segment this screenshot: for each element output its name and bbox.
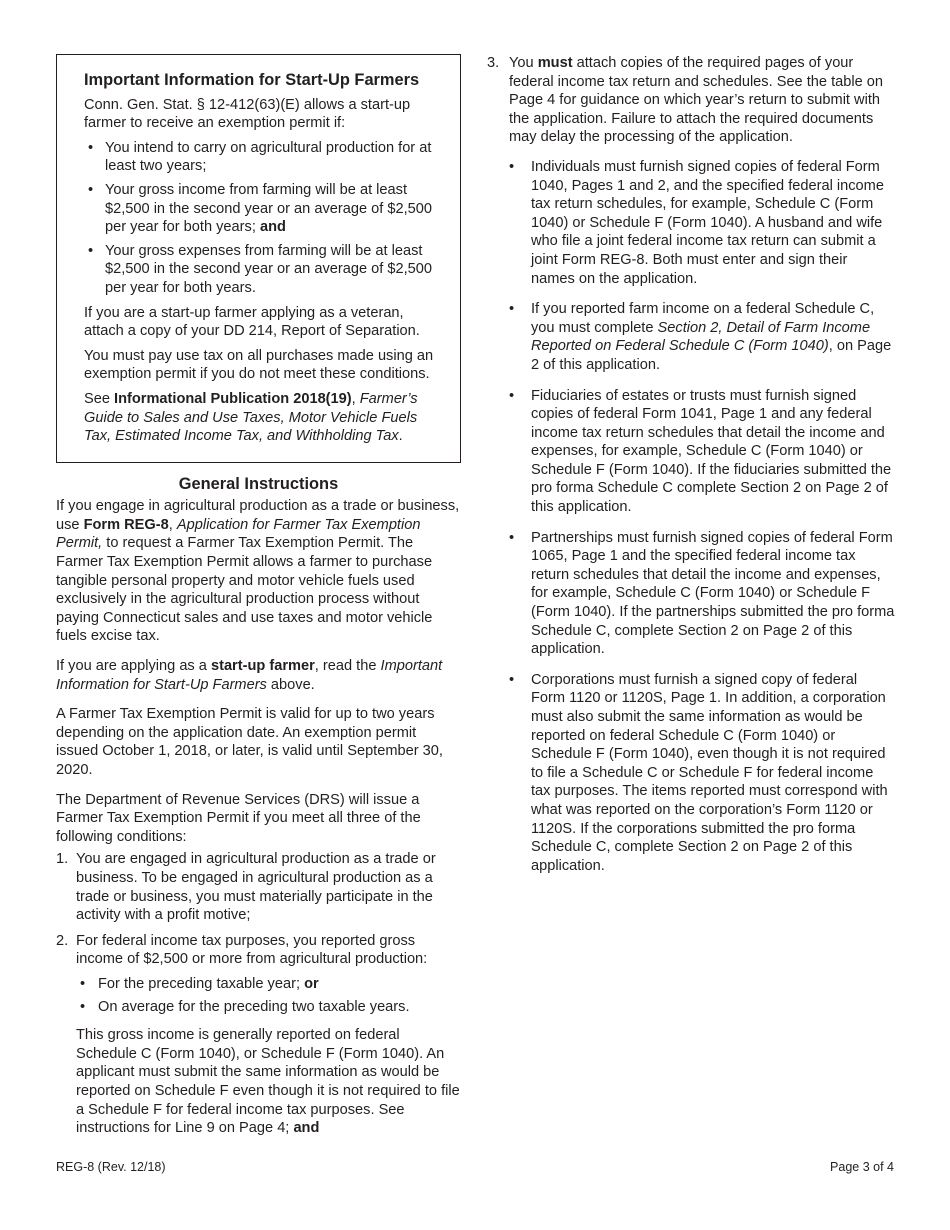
condition-item: • You intend to carry on agricultural production for at least two years; <box>84 139 439 176</box>
box-title: Important Information for Start-Up Farmers <box>84 71 420 89</box>
form-id-footer: REG-8 (Rev. 12/18) <box>56 1160 166 1174</box>
conditions-list-continued <box>487 54 895 875</box>
start-up-conditions-list <box>84 139 439 298</box>
sub-item: • For the preceding taxable year; or <box>76 975 461 994</box>
use-tax-note: You must pay use tax on all purchases made using an exemption permit if you do not meet these conditions. <box>84 347 434 383</box>
general-paragraph: If you engage in agricultural production as a trade or business, use Form REG-8, Application for Farmer Tax Exemption Permit, to request a Farmer Tax Exemption Permit. The Farmer Tax Exemption Permit allows a farmer to purchase tangible personal property and motor vehicle fuels used exclusively in the agricultural production process without paying Connecticut sales and use taxes and motor vehicle fuels excise tax. <box>56 498 460 645</box>
condition-1: 1. You are engaged in agricultural production as a trade or business. To be engaged in agricultural production as a trade or business, you must materially participate in the activity with a profit motive; <box>56 851 436 924</box>
document-requirement-item: • Partnerships must furnish signed copies of federal Form 1065, Page 1 and the specified federal income tax return schedules that detail the income and expenses, for example, Schedule C (Form 1040) or Schedule F (Form 1040). If the partnerships submitted the pro forma Schedule C, complete Section 2 on Page 2 of this application. <box>509 529 895 659</box>
sub-item: • On average for the preceding two taxable years. <box>76 998 461 1017</box>
left-column <box>56 54 461 1145</box>
start-up-farmers-box <box>56 54 461 463</box>
conditions-list <box>56 850 461 1137</box>
veteran-note: If you are a start-up farmer applying as a veteran, attach a copy of your DD 214, Report of Separation. <box>84 304 420 340</box>
document-requirement-item: • Individuals must furnish signed copies of federal Form 1040, Pages 1 and 2, and the specified federal income tax return schedules, for example, Schedule C (Form 1040) or Schedule F (Form 1040). A husband and wife who file a joint federal income tax return can submit a joint Form REG-8. Both must enter and sign their names on the application. <box>509 158 895 288</box>
general-paragraph: If you are applying as a start-up farmer, read the Important Information for Start-Up Farmers above. <box>56 658 443 693</box>
condition-2: 2. For federal income tax purposes, you reported gross income of $2,500 or more from agricultural production: • For the preceding taxable year; or • On average for the preceding two taxable years. This gross income is generally reported on federal Schedule C (Form 1040), or Schedule F (Form 1040). An applicant must submit the same information as would be reported on Schedule F even though it is not required to file a Schedule F for federal income tax purposes. See instructions for Line 9 on Page 4; and <box>56 932 461 1138</box>
general-paragraph: A Farmer Tax Exemption Permit is valid for up to two years depending on the application date. An exemption permit issued October 1, 2018, or later, is valid until September 30, 2020. <box>56 706 443 778</box>
document-requirement-item: • Corporations must furnish a signed copy of federal Form 1120 or 1120S, Page 1. In addition, a corporation must also submit the same information as would be reported on federal Schedule C (Form 1040) or Schedule F (Form 1040), even though it is not required to file a Schedule C or Schedule F for federal income tax purposes. The items reported must correspond with what was reported on the corporation’s Form 1120 or 1120S. If the corporations submitted the pro forma Schedule C, complete Section 2 on Page 2 of this application. <box>509 671 895 876</box>
box-intro: Conn. Gen. Stat. § 12-412(63)(E) allows a start-up farmer to receive an exemption permit if: <box>84 96 411 132</box>
condition-item: • Your gross income from farming will be at least $2,500 in the second year or an average of $2,500 per year for both years; and <box>84 181 439 237</box>
condition-item: • Your gross expenses from farming will be at least $2,500 in the second year or an average of $2,500 per year for both years. <box>84 242 439 298</box>
document-requirement-item: • If you reported farm income on a federal Schedule C, you must complete Section 2, Detail of Farm Income Reported on Federal Schedule C (Form 1040), on Page 2 of this application. <box>509 300 895 374</box>
page-number-footer: Page 3 of 4 <box>830 1160 894 1174</box>
right-column <box>487 54 895 887</box>
required-documents-list <box>509 158 895 875</box>
condition-2-sublist <box>76 975 461 1016</box>
general-instructions-heading: General Instructions <box>178 474 339 493</box>
condition-3: 3. You must attach copies of the required pages of your federal income tax return and schedules. See the table on Page 4 for guidance on which year’s return to submit with the application. Failure to attach the required documents may delay the processing of the application. • Individuals must furnish signed copies of federal Form 1040, Pages 1 and 2, and the specified federal income tax return schedules, for example, Schedule C (Form 1040) or Schedule F (Form 1040). A husband and wife who file a joint federal income tax return can submit a joint Form REG-8. Both must enter and sign their names on the application. • If you reported farm income on a federal Schedule C, you must complete Section 2, Detail of Farm Income Reported on Federal Schedule C (Form 1040), on Page 2 of this application. • Fiduciaries of estates or trusts must furnish signed copies of federal Form 1041, Page 1 and any federal income tax return schedules that detail the income and expenses, for example, Schedule C (Form 1040) or Schedule F (Form 1040). If the fiduciaries submitted the pro forma Schedule C complete Section 2 on Page 2 of this application. • Partnerships must furnish signed copies of federal Form 1065, Page 1 and the specified federal income tax return schedules that detail the income and expenses, for example, Schedule C (Form 1040) or Schedule F (Form 1040). If the partnerships submitted the pro forma Schedule C, complete Section 2 on Page 2 of this application. • Corporations must furnish a signed copy of federal Form 1120 or 1120S, Page 1. In addition, a corporation must also submit the same information as would be reported on federal Schedule C (Form 1040) or Schedule F (Form 1040), even though it is not required to file a Schedule C or Schedule F for federal income tax purposes. The items reported must correspond with what was reported on the corporation’s Form 1120 or 1120S. If the corporations submitted the pro forma Schedule C, complete Section 2 on Page 2 of this application. <box>487 54 895 875</box>
document-requirement-item: • Fiduciaries of estates or trusts must furnish signed copies of federal Form 1041, Page 1 and any federal income tax return schedules that detail the income and expenses, for example, Schedule C (Form 1040) or Schedule F (Form 1040). If the fiduciaries submitted the pro forma Schedule C complete Section 2 on Page 2 of this application. <box>509 387 895 517</box>
general-paragraph: The Department of Revenue Services (DRS) will issue a Farmer Tax Exemption Permit if you meet all three of the following conditions: <box>56 791 421 845</box>
condition-2-note: This gross income is generally reported on federal Schedule C (Form 1040), or Schedule F (Form 1040). An applicant must submit the same information as would be reported on Schedule F even though it is not required to file a Schedule F for federal income tax purposes. See instructions for Line 9 on Page 4; and <box>76 1027 460 1137</box>
publication-reference: See Informational Publication 2018(19), Farmer’s Guide to Sales and Use Taxes, Motor Vehicle Fuels Tax, Estimated Income Tax, and Withholding Tax. <box>84 390 418 445</box>
